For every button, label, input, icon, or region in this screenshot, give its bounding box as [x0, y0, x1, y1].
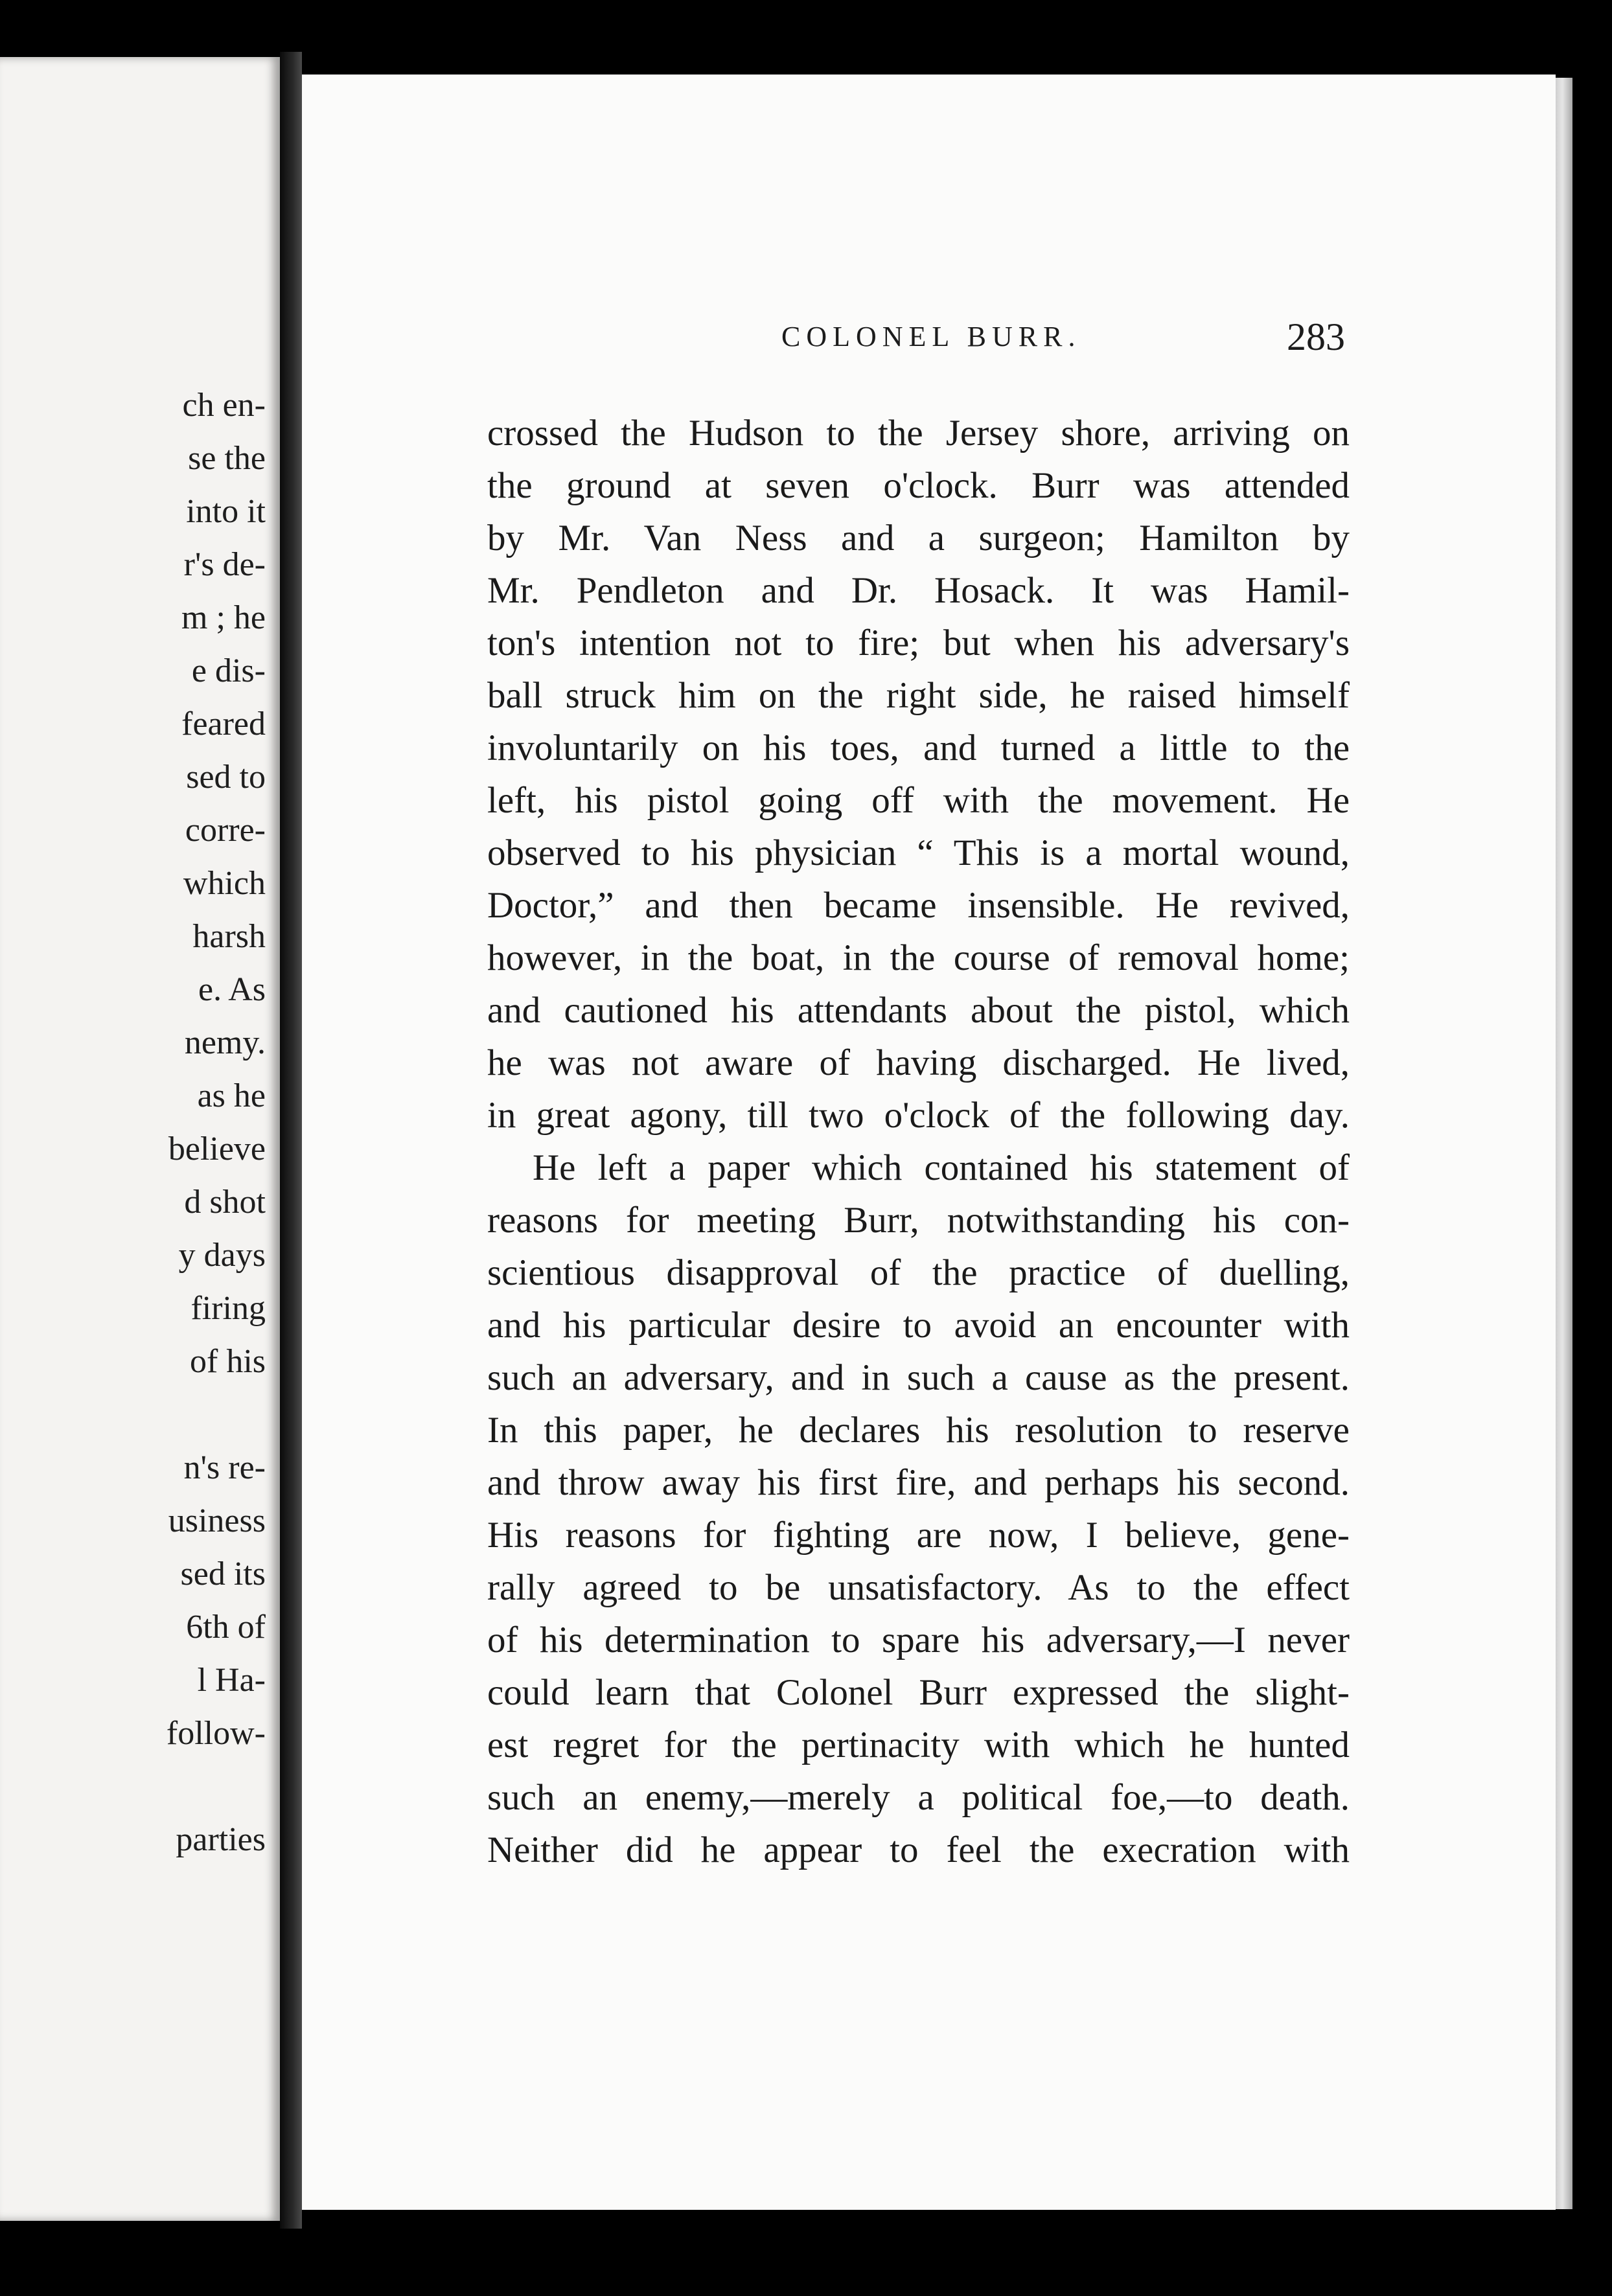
body-text-line: and his particular desire to avoid an encounter with	[487, 1305, 1350, 1346]
body-text-line: such an adversary, and in such a cause as the present.	[487, 1357, 1350, 1398]
left-page-line: n's re-	[183, 1449, 266, 1486]
body-text-line: reasons for meeting Burr, notwithstanding his con-	[487, 1200, 1350, 1241]
body-text-line: and throw away his first fire, and perhaps his second.	[487, 1462, 1350, 1503]
right-page	[302, 75, 1556, 2210]
body-text-line: ball struck him on the right side, he raised himself	[487, 675, 1350, 716]
left-page-line: believe	[168, 1131, 266, 1167]
body-text-line: His reasons for fighting are now, I believe, gene-	[487, 1515, 1350, 1556]
left-page-line: as he	[197, 1077, 266, 1114]
left-page-line: sed its	[180, 1556, 266, 1592]
body-text-line: by Mr. Van Ness and a surgeon; Hamilton by	[487, 518, 1350, 558]
left-page-line: usiness	[168, 1502, 266, 1539]
left-page-line: feared	[181, 706, 266, 742]
left-page-line: d shot	[184, 1184, 266, 1221]
body-text-line: crossed the Hudson to the Jersey shore, arriving on	[487, 413, 1350, 453]
left-page-line: 6th of	[186, 1609, 266, 1646]
left-page-line: e. As	[198, 971, 266, 1008]
left-page-line: parties	[176, 1821, 266, 1858]
body-text-line: ton's intention not to fire; but when his adversary's	[487, 623, 1350, 663]
body-text-line: rally agreed to be unsatisfactory. As to the effect	[487, 1567, 1350, 1608]
left-page-line: l Ha-	[197, 1662, 266, 1699]
left-page	[0, 57, 280, 2221]
body-text-line: however, in the boat, in the course of removal home;	[487, 937, 1350, 978]
body-text-line: In this paper, he declares his resolution to reserve	[487, 1410, 1350, 1451]
body-text-line: of his determination to spare his adversary,—I never	[487, 1620, 1350, 1660]
left-page-line: r's de-	[183, 546, 266, 583]
body-text-line: such an enemy,—merely a political foe,—to death.	[487, 1777, 1350, 1818]
running-head: COLONEL BURR.	[781, 321, 1081, 352]
page-number: 283	[1287, 316, 1345, 358]
body-text-line: Neither did he appear to feel the execration with	[487, 1830, 1350, 1870]
left-page-line: corre-	[185, 812, 266, 849]
body-text-line: Mr. Pendleton and Dr. Hosack. It was Hamil-	[487, 570, 1350, 611]
body-text-line: could learn that Colonel Burr expressed the slight-	[487, 1672, 1350, 1713]
page-edge	[1556, 78, 1572, 2209]
body-text-line: in great agony, till two o'clock of the following day.	[487, 1095, 1350, 1136]
left-page-line: harsh	[192, 918, 266, 955]
body-text-line: left, his pistol going off with the movement. He	[487, 780, 1350, 821]
body-text-line: the ground at seven o'clock. Burr was attended	[487, 465, 1350, 506]
left-page-line: m ; he	[181, 599, 266, 636]
left-page-line: which	[183, 865, 266, 902]
left-page-line: into it	[186, 493, 266, 530]
left-page-line: nemy.	[184, 1024, 266, 1061]
left-page-line: sed to	[186, 759, 266, 796]
body-text-line: scientious disapproval of the practice of duelling,	[487, 1252, 1350, 1293]
body-text-line: est regret for the pertinacity with which he hunted	[487, 1725, 1350, 1765]
paragraph-first-line: He left a paper which contained his statement of	[533, 1147, 1350, 1188]
left-page-line: firing	[190, 1290, 266, 1327]
body-text-line: observed to his physician “ This is a mortal wound,	[487, 832, 1350, 873]
left-page-line: se the	[188, 440, 266, 477]
left-page-line: y days	[178, 1237, 266, 1274]
body-text-line: he was not aware of having discharged. He lived,	[487, 1042, 1350, 1083]
left-page-line: follow-	[166, 1715, 266, 1752]
body-text-line: Doctor,” and then became insensible. He revived,	[487, 885, 1350, 926]
body-text-line: and cautioned his attendants about the pistol, which	[487, 990, 1350, 1031]
left-page-line: of his	[190, 1343, 266, 1380]
left-page-line: ch en-	[182, 387, 266, 424]
book-gutter	[280, 52, 302, 2229]
left-page-line: e dis-	[191, 652, 266, 689]
body-text-line: involuntarily on his toes, and turned a little to the	[487, 728, 1350, 768]
